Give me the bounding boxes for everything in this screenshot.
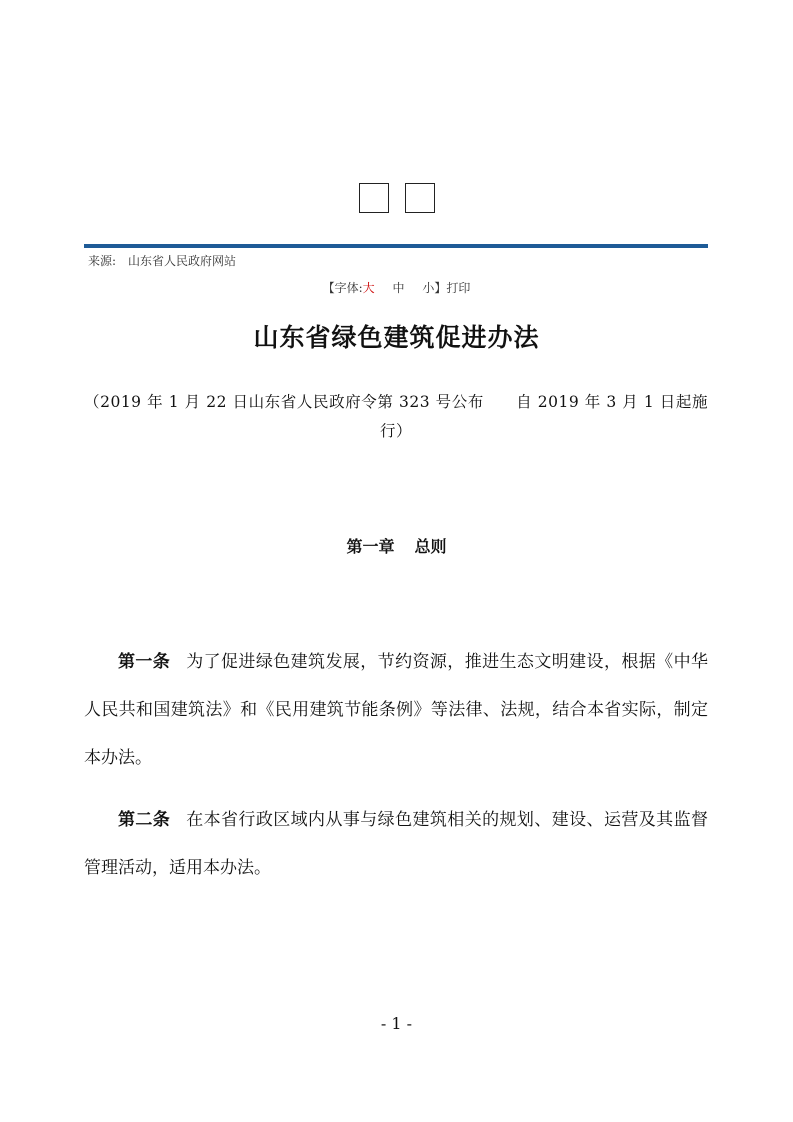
source-line [88,252,236,269]
font-size-prefix: 【字体: [322,281,363,295]
article-text: 为了促进绿色建筑发展，节约资源，推进生态文明建设，根据《中华人民共和国建筑法》和《民用建筑节能条例》等法律、法规，结合本省实际，制定本办法。 [84,652,708,768]
font-size-small-link[interactable]: 小 [422,281,435,295]
source-value: 山东省人民政府网站 [128,254,237,268]
chapter-name: 总则 [414,537,447,556]
header-divider-rule [84,244,708,248]
missing-glyph-box-1 [359,183,389,213]
document-subtitle: （2019 年 1 月 22 日山东省人民政府令第 323 号公布 自 2019 年 3 月 1 日起施行） [84,393,708,440]
missing-glyph-box-2 [405,183,435,213]
font-size-large-link[interactable]: 大 [362,281,375,295]
article-paragraph [84,638,708,782]
page-number: - 1 - [380,1014,413,1033]
print-link[interactable]: 打印 [446,281,471,295]
article-label: 第一条 [118,652,171,672]
document-title: 山东省绿色建筑促进办法 [253,323,540,352]
chapter-number: 第一章 [346,537,395,556]
source-label: 来源: [88,254,117,268]
font-size-toolbar [0,279,793,296]
article-paragraph [84,796,708,892]
chapter-heading [0,534,793,557]
header-placeholder-glyphs [0,183,793,213]
article-text: 在本省行政区域内从事与绿色建筑相关的规划、建设、运营及其监督管理活动，适用本办法。 [84,810,708,878]
font-size-suffix: 】 [434,281,447,295]
font-size-medium-link[interactable]: 中 [392,281,405,295]
article-label: 第二条 [118,810,171,830]
